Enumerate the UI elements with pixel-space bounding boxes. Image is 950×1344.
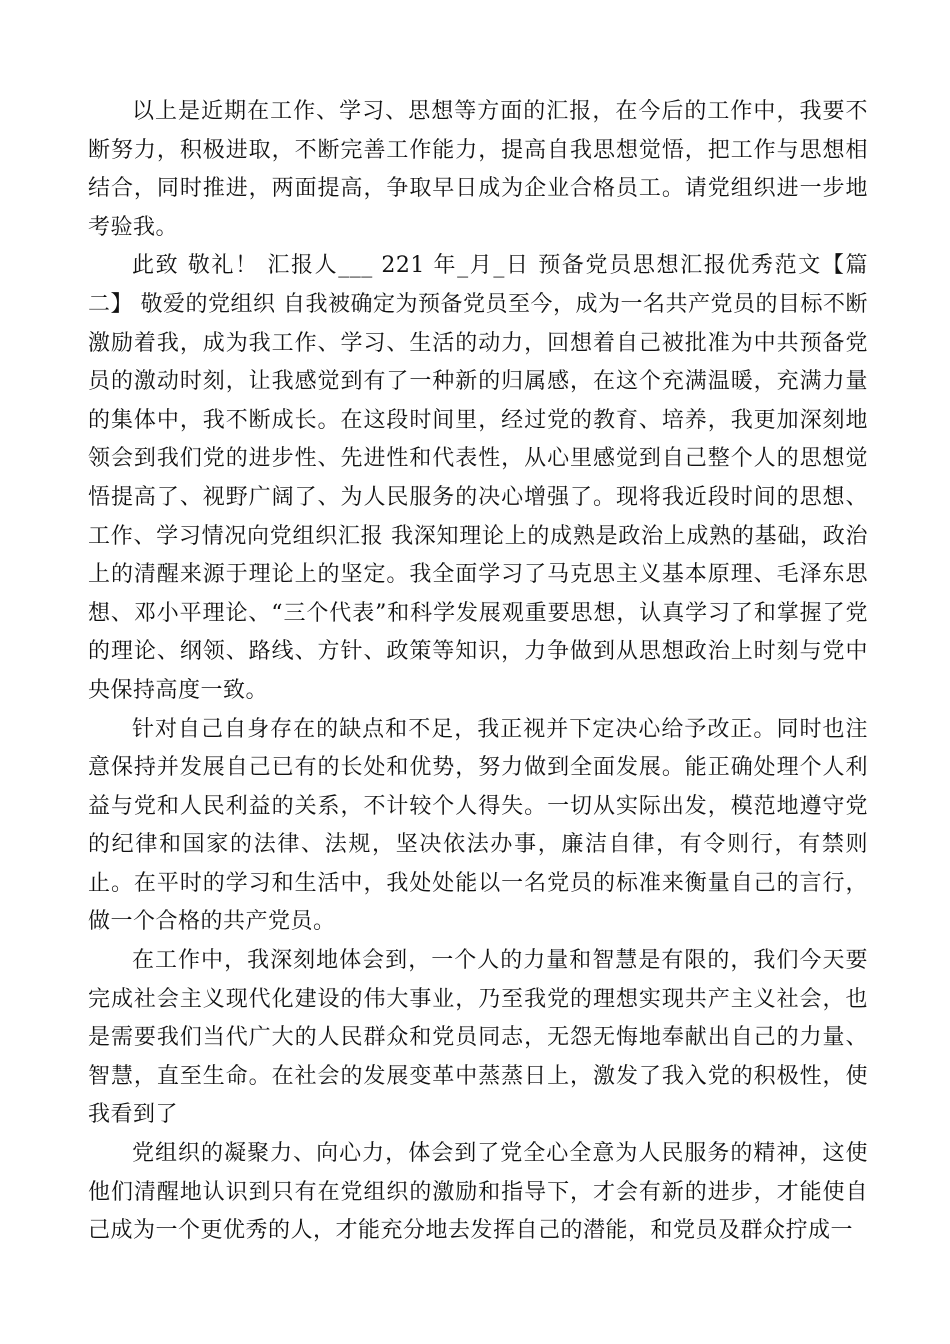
paragraph-report-part-two: 此致 敬礼！ 汇报人___ 221 年_月_日 预备党员思想汇报优秀范文【篇二】 敬爱的党组织 自我被确定为预备党员至今，成为一名共产党员的目标不断激励着我，成为我工作、学习、生活的动力，回想着自己被批准为中共预备党员的激动时刻，让我感觉到有了一种新的归属感，在这个充满温暖，充满力量的集体中，我不断成长。在这段时间里，经过党的教育、培养，我更加深刻地领会到我们党的进步性、先进性和代表性，从心里感觉到自己整个人的思想觉悟提高了、视野广阔了、为人民服务的决心增强了。现将我近段时间的思想、工作、学习情况向党组织汇报 我深知理论上的成熟是政治上成熟的基础，政治上的清醒来源于理论上的坚定。我全面学习了马克思主义基本原理、毛泽东思想、邓小平理论、“三个代表”和科学发展观重要思想，认真学习了和掌握了党的理论、纲领、路线、方针、政策等知识，力争做到从思想政治上时刻与党中央保持高度一致。 <box>88 253 868 703</box>
paragraph-work-insight: 在工作中，我深刻地体会到，一个人的力量和智慧是有限的，我们今天要完成社会主义现代化建设的伟大事业，乃至我党的理想实现共产主义社会，也是需要我们当代广大的人民群众和党员同志，无怨无悔地奉献出自己的力量、智慧，直至生命。在社会的发展变革中蒸蒸日上，激发了我入党的积极性，使我看到了 <box>88 948 868 1128</box>
document-body <box>88 93 868 1251</box>
paragraph-party-cohesion: 党组织的凝聚力、向心力，体会到了党全心全意为人民服务的精神，这使他们清醒地认识到只有在党组织的激励和指导下，才会有新的进步，才能使自己成为一个更优秀的人，才能充分地去发挥自己的潜能，和党员及群众拧成一 <box>88 1141 868 1244</box>
paragraph-shortcomings: 针对自己自身存在的缺点和不足，我正视并下定决心给予改正。同时也注意保持并发展自己已有的长处和优势，努力做到全面发展。能正确处理个人利益与党和人民利益的关系，不计较个人得失。一切从实际出发，模范地遵守党的纪律和国家的法律、法规，坚决依法办事，廉洁自律，有令则行，有禁则止。在平时的学习和生活中，我处处能以一名党员的标准来衡量自己的言行，做一个合格的共产党员。 <box>88 716 868 935</box>
paragraph-work-summary: 以上是近期在工作、学习、思想等方面的汇报，在今后的工作中，我要不断努力，积极进取，不断完善工作能力，提高自我思想觉悟，把工作与思想相结合，同时推进，两面提高，争取早日成为企业合格员工。请党组织进一步地考验我。 <box>88 99 868 240</box>
